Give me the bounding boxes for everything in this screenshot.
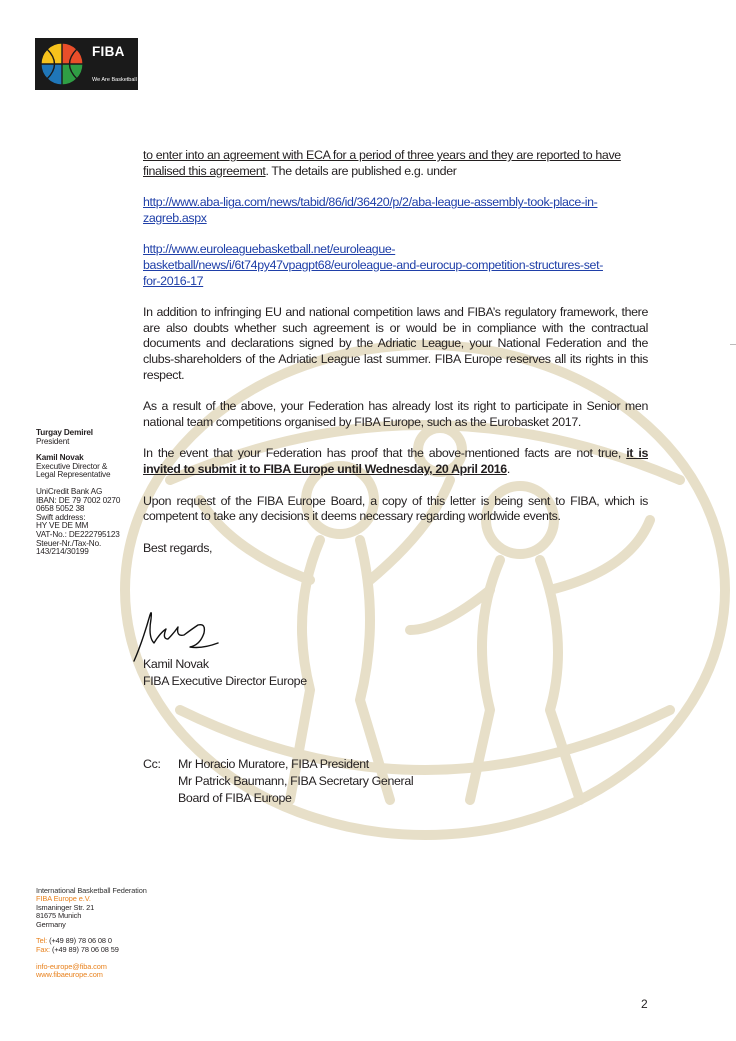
president-title: President [36,436,70,446]
logo-tagline: We Are Basketball [92,77,137,83]
cc-label: Cc: [143,757,161,771]
footer-address [36,887,166,979]
paragraph-proof-request [143,446,648,477]
proof-request-end: . [506,461,510,476]
link-aba-liga-line[interactable]: http://www.aba-liga.com/news/tabid/86/id/36420/p/2/aba-league-assembly-took-place-in- [143,195,598,210]
footer-org: International Basketball Federation [36,886,147,895]
cc-recipient: Mr Horacio Muratore, FIBA President [178,757,369,771]
link-euroleague[interactable] [143,242,648,289]
cc-recipient: Board of FIBA Europe [178,791,292,805]
logo-brand: FIBA [92,44,125,59]
bank-line: 143/214/30199 [36,547,89,557]
link-euroleague-line[interactable]: for-2016-17 [143,273,204,288]
paragraph-infringement: In addition to infringing EU and national competition laws and FIBA’s regulatory framework, there are also doubts whether such agreement is or would be in compliance with the contractual documents and declarations signed by the Adriatic League, your National Federation and the clubs-shareholders of the Adriatic League last summer. FIBA Europe reserves all its rights in this respect. [143,305,648,382]
link-euroleague-line[interactable]: basketball/news/i/6t74py47vpagpt68/euroleague-and-eurocup-competition-structures-set- [143,257,603,272]
footer-email[interactable]: info-europe@fiba.com [36,961,107,971]
director-name: Kamil Novak [36,453,84,463]
footer-city: 81675 Munich [36,911,82,921]
paragraph-agreement [143,148,648,179]
basketball-globe-icon [39,41,85,87]
footer-street: Ismaninger Str. 21 [36,902,95,912]
link-euroleague-line[interactable]: http://www.euroleaguebasketball.net/euroleague- [143,242,396,257]
footer-tel: Tel: (+49 89) 78 06 08 0 [36,936,112,946]
bank-line: HY VE DE MM [36,521,89,531]
bank-line: Swift address: [36,512,86,522]
cc-recipient: Mr Patrick Baumann, FIBA Secretary General [178,774,414,788]
closing: Best regards, [143,540,213,555]
proof-request-deadline: it is [626,446,648,461]
president-name: Turgay Demirel [36,428,93,437]
signatory-title: FIBA Executive Director Europe [143,674,307,688]
director-title: Legal Representative [36,470,111,480]
agreement-text-underlined: finalised this agreement [143,163,266,178]
agreement-text-underlined: to enter into an agreement with ECA for a period of three years and they are reported to have [143,148,621,162]
letter-body [143,148,648,556]
footer-country: Germany [36,919,66,929]
bank-line: VAT-No.: DE222795123 [36,529,120,539]
signatory-name: Kamil Novak [143,657,209,671]
link-aba-liga[interactable] [143,195,648,226]
footer-entity: FIBA Europe e.V. [36,894,91,904]
sidebar-officers [36,429,131,557]
director-title: Executive Director & [36,461,108,471]
margin-mark [730,344,736,345]
paragraph-copy-to-fiba: Upon request of the FIBA Europe Board, a copy of this letter is being sent to FIBA, which is competent to take any decisions it deems necessary regarding worldwide events. [143,493,648,524]
cc-recipients [178,756,413,807]
bank-line: Steuer-Nr./Tax-No. [36,538,102,548]
signature-block [143,656,307,690]
proof-request-text: In the event that your Federation has proof that the above-mentioned facts are not true, [143,446,627,461]
fiba-logo [35,38,138,90]
bank-line: IBAN: DE 79 7002 0270 [36,495,121,505]
link-aba-liga-line[interactable]: zagreb.aspx [143,210,207,225]
footer-fax: Fax: (+49 89) 78 06 08 59 [36,944,119,954]
proof-request-deadline: invited to submit it to FIBA Europe until Wednesday, 20 April 2016 [143,461,507,476]
footer-website[interactable]: www.fibaeurope.com [36,970,103,980]
agreement-text: . The details are published e.g. under [265,163,457,178]
bank-line: 0658 5052 38 [36,504,85,514]
page-number: 2 [641,997,648,1011]
bank-line: UniCredit Bank AG [36,486,103,496]
paragraph-consequence: As a result of the above, your Federation has already lost its right to participate in Senior men national team competitions organised by FIBA Europe, such as the Eurobasket 2017. [143,399,648,429]
